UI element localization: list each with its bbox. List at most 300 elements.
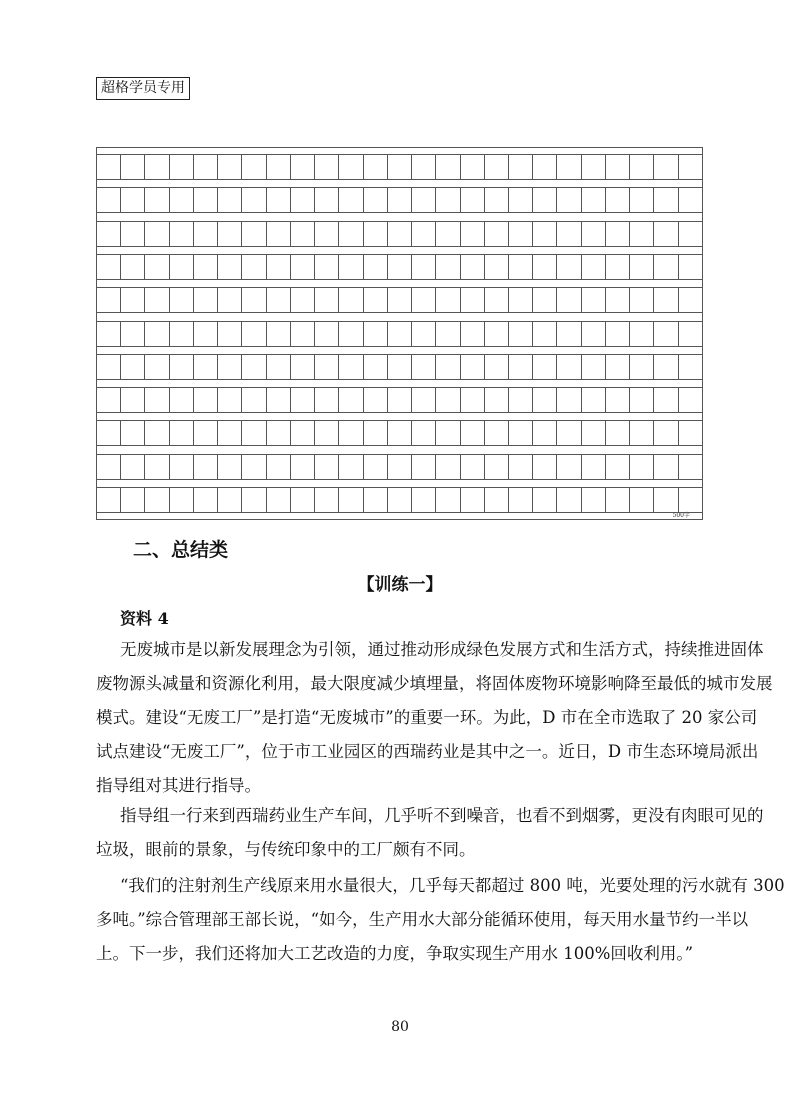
grid-cell (339, 288, 363, 312)
grid-cell (242, 455, 266, 479)
grid-cell (485, 488, 509, 512)
grid-cell (485, 322, 509, 346)
grid-cell (461, 322, 485, 346)
grid-cell (630, 255, 654, 279)
grid-cell (436, 155, 460, 179)
grid-cell (412, 388, 436, 412)
grid-cell (145, 188, 169, 212)
grid-cell (145, 455, 169, 479)
grid-cell (121, 388, 145, 412)
grid-cell (630, 222, 654, 246)
grid-cell (533, 255, 557, 279)
grid-cell (218, 188, 242, 212)
grid-cell (267, 288, 291, 312)
grid-cell (485, 222, 509, 246)
grid-cell (121, 288, 145, 312)
grid-cell (339, 388, 363, 412)
grid-cell (654, 421, 678, 445)
grid-cell (121, 455, 145, 479)
grid-cell (630, 488, 654, 512)
grid-cell (388, 421, 412, 445)
grid-cell (509, 355, 533, 379)
grid-cell (557, 322, 581, 346)
grid-cell (388, 155, 412, 179)
grid-cell (145, 322, 169, 346)
grid-cell (461, 355, 485, 379)
grid-cell (461, 222, 485, 246)
grid-cell (679, 488, 702, 512)
grid-cell (121, 355, 145, 379)
grid-cell (582, 255, 606, 279)
grid-cell (630, 155, 654, 179)
grid-cell (436, 388, 460, 412)
grid-cell (412, 255, 436, 279)
grid-cell (461, 288, 485, 312)
grid-cell (267, 355, 291, 379)
grid-cell (436, 322, 460, 346)
writing-grid (96, 147, 703, 520)
grid-cell (485, 255, 509, 279)
grid-cell (194, 155, 218, 179)
grid-cell (436, 455, 460, 479)
grid-row (97, 254, 702, 280)
grid-cell (388, 188, 412, 212)
grid-cell (509, 188, 533, 212)
grid-cell (339, 455, 363, 479)
grid-cell (557, 188, 581, 212)
grid-cell (557, 288, 581, 312)
grid-cell (315, 421, 339, 445)
grid-cell (291, 322, 315, 346)
grid-cell (291, 488, 315, 512)
grid-cell (97, 488, 121, 512)
grid-cell (145, 421, 169, 445)
grid-cell (170, 355, 194, 379)
grid-cell (582, 388, 606, 412)
grid-cell (315, 388, 339, 412)
grid-cell (557, 355, 581, 379)
grid-cell (218, 222, 242, 246)
grid-cell (654, 488, 678, 512)
grid-cell (145, 255, 169, 279)
grid-cell (388, 455, 412, 479)
grid-cell (315, 288, 339, 312)
grid-cell (412, 322, 436, 346)
grid-cell (145, 155, 169, 179)
grid-cell (582, 421, 606, 445)
grid-cell (121, 222, 145, 246)
grid-cell (679, 155, 702, 179)
grid-cell (194, 388, 218, 412)
grid-cell (97, 155, 121, 179)
grid-cell (582, 455, 606, 479)
grid-cell (533, 355, 557, 379)
grid-cell (533, 188, 557, 212)
grid-cell (218, 255, 242, 279)
grid-cell (630, 455, 654, 479)
grid-cell (291, 455, 315, 479)
grid-cell (606, 322, 630, 346)
grid-cell (315, 455, 339, 479)
grid-cell (267, 322, 291, 346)
grid-cell (485, 155, 509, 179)
grid-cell (412, 188, 436, 212)
grid-cell (218, 355, 242, 379)
grid-cell (412, 488, 436, 512)
grid-cell (291, 421, 315, 445)
grid-cell (509, 155, 533, 179)
grid-cell (630, 355, 654, 379)
grid-cell (557, 488, 581, 512)
grid-cell (509, 455, 533, 479)
grid-cell (630, 322, 654, 346)
grid-cell (630, 188, 654, 212)
grid-cell (509, 255, 533, 279)
grid-cell (606, 421, 630, 445)
grid-cell (97, 255, 121, 279)
grid-cell (436, 488, 460, 512)
grid-cell (388, 288, 412, 312)
grid-cell (533, 288, 557, 312)
grid-cell (388, 222, 412, 246)
grid-cell (364, 222, 388, 246)
grid-cell (315, 488, 339, 512)
grid-cell (388, 355, 412, 379)
grid-row (97, 487, 702, 513)
grid-cell (679, 322, 702, 346)
grid-cell (679, 355, 702, 379)
paragraph-line: 垃圾，眼前的景象，与传统印象中的工厂颇有不同。 (96, 840, 476, 859)
grid-cell (364, 488, 388, 512)
grid-cell (170, 255, 194, 279)
paragraph-line: 模式。建设“无废工厂”是打造“无废城市”的重要一环。为此，D 市在全市选取了 20 家公司 (96, 708, 758, 727)
grid-cell (339, 488, 363, 512)
grid-cell (267, 222, 291, 246)
grid-cell (679, 188, 702, 212)
grid-cell (485, 455, 509, 479)
grid-cell (218, 322, 242, 346)
grid-cell (291, 255, 315, 279)
grid-cell (533, 322, 557, 346)
grid-cell (121, 421, 145, 445)
grid-cell (582, 288, 606, 312)
grid-cell (121, 155, 145, 179)
grid-cell (388, 488, 412, 512)
grid-cell (291, 155, 315, 179)
grid-cell (194, 288, 218, 312)
grid-cell (533, 155, 557, 179)
grid-cell (121, 488, 145, 512)
grid-cell (242, 322, 266, 346)
grid-cell (97, 421, 121, 445)
grid-cell (170, 155, 194, 179)
paragraph-line: 多吨。”综合管理部王部长说，“如今，生产用水大部分能循环使用，每天用水量节约一半以 (96, 910, 749, 929)
grid-cell (582, 222, 606, 246)
grid-cell (97, 288, 121, 312)
grid-cell (654, 455, 678, 479)
grid-cell (121, 255, 145, 279)
grid-cell (145, 355, 169, 379)
grid-cell (557, 255, 581, 279)
grid-cell (509, 421, 533, 445)
grid-cell (339, 322, 363, 346)
grid-cell (436, 355, 460, 379)
grid-cell (364, 322, 388, 346)
grid-cell (582, 488, 606, 512)
page-number: 80 (391, 1019, 409, 1035)
grid-cell (267, 455, 291, 479)
grid-cell (291, 388, 315, 412)
grid-cell (630, 421, 654, 445)
grid-cell (364, 355, 388, 379)
grid-cell (557, 222, 581, 246)
grid-cell (267, 155, 291, 179)
grid-cell (97, 355, 121, 379)
grid-cell (242, 188, 266, 212)
grid-cell (436, 421, 460, 445)
grid-cell (412, 455, 436, 479)
grid-cell (679, 288, 702, 312)
grid-cell (533, 455, 557, 479)
grid-cell (654, 255, 678, 279)
grid-cell (509, 322, 533, 346)
paragraph-line: 指导组对其进行指导。 (96, 776, 261, 795)
grid-cell (194, 222, 218, 246)
grid-cell (267, 488, 291, 512)
grid-cell (218, 155, 242, 179)
grid-cell (461, 255, 485, 279)
grid-cell (97, 322, 121, 346)
grid-cell (364, 388, 388, 412)
grid-cell (412, 222, 436, 246)
grid-cell (170, 488, 194, 512)
grid-cell (436, 188, 460, 212)
grid-cell (485, 421, 509, 445)
grid-cell (242, 355, 266, 379)
grid-cell (582, 188, 606, 212)
grid-cell (218, 288, 242, 312)
grid-cell (679, 255, 702, 279)
grid-cell (315, 155, 339, 179)
grid-cell (679, 222, 702, 246)
grid-cell (606, 388, 630, 412)
grid-cell (654, 222, 678, 246)
grid-row (97, 187, 702, 213)
grid-cell (509, 488, 533, 512)
grid-cell (388, 322, 412, 346)
grid-cell (194, 355, 218, 379)
grid-cell (218, 488, 242, 512)
grid-cell (315, 188, 339, 212)
grid-cell (412, 155, 436, 179)
paragraph-line: 上。下一步，我们还将加大工艺改造的力度，争取实现生产用水 100%回收利用。” (96, 944, 694, 963)
grid-cell (679, 388, 702, 412)
grid-cell (364, 421, 388, 445)
grid-cell (533, 488, 557, 512)
grid-cell (461, 155, 485, 179)
grid-cell (364, 188, 388, 212)
grid-cell (388, 255, 412, 279)
grid-row (97, 454, 702, 480)
grid-cell (339, 155, 363, 179)
grid-cell (339, 222, 363, 246)
grid-cell (557, 455, 581, 479)
grid-cell (218, 388, 242, 412)
grid-cell (170, 421, 194, 445)
grid-cell (606, 488, 630, 512)
grid-cell (291, 288, 315, 312)
grid-row (97, 287, 702, 313)
grid-cell (485, 188, 509, 212)
grid-cell (364, 255, 388, 279)
grid-cell (194, 322, 218, 346)
grid-cell (533, 222, 557, 246)
grid-cell (388, 388, 412, 412)
grid-cell (557, 421, 581, 445)
grid-cell (654, 322, 678, 346)
grid-cell (509, 288, 533, 312)
paragraph-line: 无废城市是以新发展理念为引领，通过推动形成绿色发展方式和生活方式，持续推进固体 (120, 640, 764, 659)
grid-row (97, 321, 702, 347)
grid-cell (412, 421, 436, 445)
grid-cell (194, 421, 218, 445)
grid-cell (582, 155, 606, 179)
grid-cell (606, 355, 630, 379)
grid-cell (606, 188, 630, 212)
grid-cell (485, 388, 509, 412)
grid-cell (606, 455, 630, 479)
grid-row (97, 354, 702, 380)
grid-cell (412, 355, 436, 379)
grid-cell (267, 188, 291, 212)
grid-cell (557, 388, 581, 412)
grid-cell (242, 222, 266, 246)
grid-cell (339, 421, 363, 445)
grid-cell (97, 455, 121, 479)
grid-cell (170, 455, 194, 479)
grid-cell (242, 288, 266, 312)
grid-row (97, 221, 702, 247)
grid-cell (436, 255, 460, 279)
grid-cell (364, 155, 388, 179)
grid-cell (679, 421, 702, 445)
grid-cell (339, 188, 363, 212)
grid-cell (606, 155, 630, 179)
grid-cell (582, 355, 606, 379)
grid-cell (145, 388, 169, 412)
grid-cell (654, 288, 678, 312)
grid-cell (145, 222, 169, 246)
exercise-title: 【训练一】 (357, 575, 443, 595)
grid-cell (291, 355, 315, 379)
paragraph-line: 废物源头减量和资源化利用，最大限度减少填埋量，将固体废物环境影响降至最低的城市发展 (96, 674, 773, 693)
grid-cell (291, 188, 315, 212)
header-tag: 超格学员专用 (96, 77, 190, 100)
grid-cell (461, 188, 485, 212)
grid-cell (339, 255, 363, 279)
grid-cell (606, 222, 630, 246)
paragraph-line: 指导组一行来到西瑞药业生产车间，几乎听不到噪音，也看不到烟雾，更没有肉眼可见的 (120, 806, 764, 825)
grid-cell (630, 388, 654, 412)
grid-cell (315, 355, 339, 379)
grid-cell (170, 288, 194, 312)
grid-cell (654, 155, 678, 179)
grid-cell (267, 388, 291, 412)
grid-cell (242, 155, 266, 179)
grid-cell (485, 288, 509, 312)
grid-cell (315, 322, 339, 346)
grid-cell (194, 188, 218, 212)
grid-cell (654, 188, 678, 212)
grid-cell (170, 222, 194, 246)
source-label: 资料 4 (120, 609, 169, 628)
paragraph-line: 试点建设“无废工厂”，位于市工业园区的西瑞药业是其中之一。近日，D 市生态环境局派出 (96, 742, 759, 761)
grid-cell (533, 388, 557, 412)
grid-cell (485, 355, 509, 379)
grid-cell (170, 388, 194, 412)
grid-cell (436, 288, 460, 312)
grid-cell (630, 288, 654, 312)
grid-cell (436, 222, 460, 246)
grid-cell (145, 488, 169, 512)
grid-cell (509, 222, 533, 246)
grid-cell (170, 322, 194, 346)
grid-cell (218, 421, 242, 445)
grid-cell (242, 421, 266, 445)
grid-cell (557, 155, 581, 179)
grid-cell (533, 421, 557, 445)
word-count-label: 500字 (672, 512, 690, 519)
grid-cell (194, 488, 218, 512)
grid-cell (654, 388, 678, 412)
grid-row (97, 420, 702, 446)
grid-cell (412, 288, 436, 312)
grid-cell (97, 188, 121, 212)
grid-cell (291, 222, 315, 246)
grid-cell (242, 388, 266, 412)
grid-cell (606, 255, 630, 279)
grid-cell (121, 322, 145, 346)
grid-cell (509, 388, 533, 412)
grid-cell (97, 388, 121, 412)
section-heading: 二、总结类 (133, 539, 229, 561)
grid-cell (194, 455, 218, 479)
grid-cell (461, 488, 485, 512)
grid-cell (194, 255, 218, 279)
grid-cell (461, 388, 485, 412)
grid-cell (364, 455, 388, 479)
grid-cell (315, 222, 339, 246)
grid-cell (654, 355, 678, 379)
grid-cell (97, 222, 121, 246)
grid-cell (242, 488, 266, 512)
grid-cell (606, 288, 630, 312)
grid-row (97, 154, 702, 180)
grid-cell (170, 188, 194, 212)
grid-cell (145, 288, 169, 312)
grid-cell (461, 421, 485, 445)
grid-row (97, 387, 702, 413)
grid-cell (679, 455, 702, 479)
grid-cell (267, 255, 291, 279)
grid-cell (461, 455, 485, 479)
grid-cell (339, 355, 363, 379)
grid-cell (121, 188, 145, 212)
grid-cell (242, 255, 266, 279)
grid-cell (582, 322, 606, 346)
grid-cell (364, 288, 388, 312)
grid-cell (267, 421, 291, 445)
